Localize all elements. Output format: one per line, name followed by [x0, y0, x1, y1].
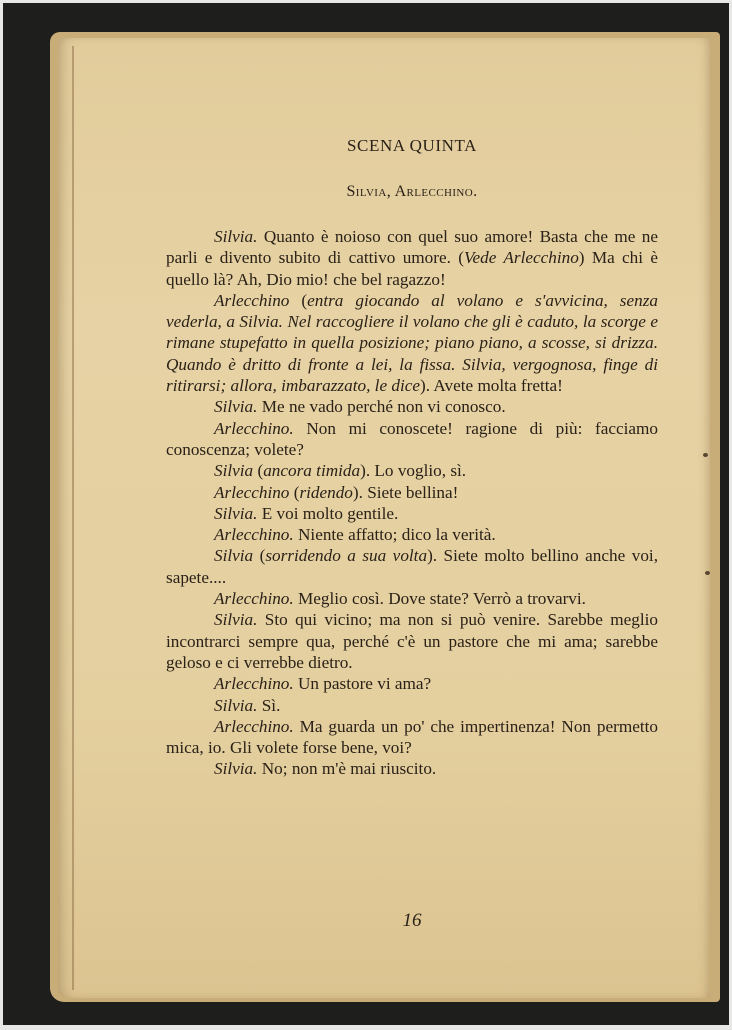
speaker: Silvia. — [214, 397, 258, 417]
stage-direction: entra giocando al volano e s'avvicina, senza vederla, a Silvia. Nel raccogliere il volano che gli è caduto, la scorge e rimane stupefatto in quella posizione; piano piano, a scosse, si drizza. Quando è dritto di fronte a lei, la fissa. Silvia, vergognosa, finge di ritirarsi; allora, imbarazzato, le dice — [166, 290, 658, 396]
line-text: ( — [289, 290, 308, 310]
line-text: No; non m'è mai riuscito. — [257, 759, 437, 779]
paper-speck — [703, 453, 708, 457]
speaker: Arlecchino. — [214, 525, 294, 545]
dialogue-paragraph — [166, 609, 658, 673]
line-text: ). Lo voglio, sì. — [360, 461, 467, 481]
speaker: Silvia. — [214, 695, 258, 715]
speaker: Silvia. — [214, 227, 258, 246]
stage-direction: sorridendo a sua volta — [265, 546, 428, 566]
line-text: Un pastore vi ama? — [293, 674, 432, 694]
page-number: 16 — [402, 910, 422, 931]
line-text: Niente affatto; dico la verità. — [293, 525, 496, 545]
speaker: Arlecchino — [214, 290, 290, 310]
dialogue-paragraph — [166, 758, 658, 779]
line-text: ( — [253, 461, 264, 481]
speaker: Silvia. — [214, 759, 258, 779]
speaker: Silvia. — [214, 610, 258, 630]
stage-direction: Vede Arlecchino — [463, 248, 579, 268]
speaker: Arlecchino — [214, 482, 290, 502]
line-text: Quanto è noioso con quel suo amore! Basta che me ne parli e divento subito di cattivo umore. ( — [166, 227, 658, 268]
stage-direction: ancora timida — [263, 461, 361, 481]
dialogue-paragraph — [166, 503, 658, 524]
dialogue-paragraph — [166, 695, 658, 716]
dialogue-paragraph — [166, 418, 658, 461]
dialogue-paragraph — [166, 396, 658, 417]
dialogue-body — [166, 226, 658, 780]
dialogue-paragraph — [166, 524, 658, 545]
dialogue-paragraph — [166, 290, 658, 396]
page-fold-line — [72, 46, 74, 990]
line-text: E voi molto gentile. — [257, 503, 399, 523]
dialogue-paragraph — [166, 588, 658, 609]
line-text: ( — [253, 546, 266, 566]
speaker: Arlecchino. — [214, 418, 294, 438]
speaker: Arlecchino. — [214, 674, 294, 694]
dialogue-paragraph — [166, 460, 658, 481]
scene-title: SCENA QUINTA — [346, 136, 478, 155]
line-text: Meglio così. Dove state? Verrò a trovarvi. — [293, 589, 586, 609]
speaker: Silvia. — [214, 503, 258, 523]
speaker: Arlecchino. — [214, 716, 294, 736]
line-text: ) Ma chi è quello là? Ah, Dio mio! che bel ragazzo! — [166, 248, 658, 289]
scene-characters: Silvia, Arlecchino. — [346, 183, 478, 200]
line-text: Ma guarda un po' che impertinenza! Non permetto mica, io. Gli volete forse bene, voi? — [166, 716, 658, 758]
speaker: Arlecchino. — [214, 589, 294, 609]
line-text: ( — [289, 482, 300, 502]
paper-speck — [705, 571, 710, 575]
stage-direction: ridendo — [299, 482, 353, 502]
line-text: Non mi conoscete! ragione di più: facciamo conoscenza; volete? — [166, 418, 658, 459]
line-text: ). Siete molto bellino anche voi, sapete.... — [166, 546, 658, 587]
dialogue-paragraph — [166, 482, 658, 503]
dialogue-paragraph — [166, 716, 658, 759]
dialogue-paragraph — [166, 545, 658, 588]
speaker: Silvia — [214, 461, 254, 481]
line-text: ). Siete bellina! — [352, 482, 459, 502]
line-text: Sto qui vicino; ma non si può venire. Sarebbe meglio incontrarci sempre qua, perché c'è un pastore che mi ama; sarebbe geloso e ci verrebbe dietro. — [166, 610, 658, 672]
line-text: ). Avete molta fretta! — [420, 376, 563, 396]
dialogue-paragraph — [166, 673, 658, 694]
dialogue-paragraph — [166, 226, 658, 290]
line-text: Me ne vado perché non vi conosco. — [257, 397, 506, 417]
line-text: Sì. — [257, 695, 281, 715]
speaker: Silvia — [214, 546, 254, 566]
